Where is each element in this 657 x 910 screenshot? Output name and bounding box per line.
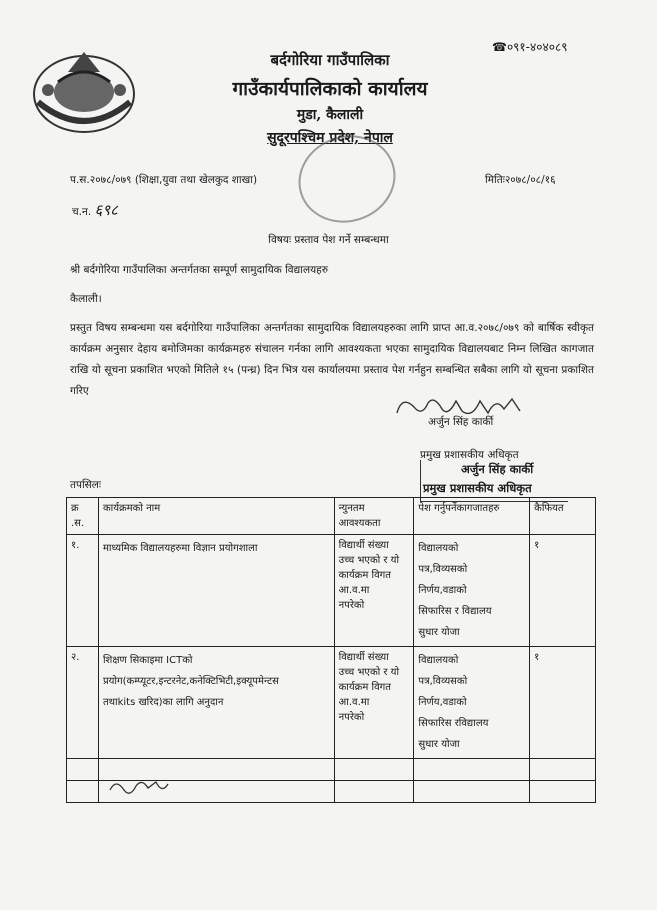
req-line: विद्यार्थी संख्या [338, 652, 389, 663]
row-remarks: १ [530, 535, 596, 647]
name-line: तथाkits खरिद)का लागि अनुदान [102, 697, 224, 708]
name-line: शिक्षण सिकाइमा ICTको [102, 655, 193, 666]
dispatch-label: च.न. [72, 206, 92, 218]
signatory-title: प्रमुख प्रशासकीय अधिकृत [420, 449, 519, 461]
req-line: नपरेको [338, 600, 365, 611]
letter-subject: विषयः प्रस्ताव पेश गर्ने सम्बन्धमा [268, 234, 389, 246]
row-program-name [98, 647, 334, 759]
phone-number: ☎०९१-४०४०८९ [492, 40, 568, 54]
header-serial: क्र .स. [67, 498, 99, 535]
row-serial: २. [67, 647, 99, 759]
office-name: गाउँकार्यपालिकाको कार्यालय [232, 78, 428, 100]
row-documents [414, 535, 530, 647]
doc-line: सुधार योजा [418, 739, 460, 750]
req-line: कार्यक्रम विगत [338, 682, 391, 693]
municipality-name: बर्दगोरिया गाउँपालिका [270, 51, 390, 69]
dispatch-number-value: ६९८ [94, 201, 118, 219]
letter-addressee: श्री बर्दगोरिया गाउँपालिका अन्तर्गतका सम्पूर्ण सामुदायिक विद्यालयहरु [70, 264, 329, 276]
row-min-requirement [334, 647, 414, 759]
signatory-name: अर्जुन सिंह कार्की [428, 416, 494, 428]
stamp-officer-title: प्रमुख प्रशासकीय अधिकृत [423, 481, 532, 495]
program-table [66, 497, 596, 803]
req-line: उच्च भएको र यो [338, 667, 400, 678]
doc-line: सिफारिस रविद्यालय [418, 718, 489, 729]
letter-date: मितिः२०७८/०८/१६ [485, 174, 556, 186]
table-row [67, 647, 596, 759]
table-header-row [67, 498, 596, 535]
row-serial: १. [67, 535, 99, 647]
req-line: आ.व.मा [338, 585, 370, 596]
req-line: नपरेको [338, 712, 365, 723]
table-row [67, 535, 596, 647]
officer-name-stamp [420, 460, 568, 502]
header-min-requirement: न्युनतम आवश्यकता [334, 498, 414, 535]
initials-scribble-icon [106, 772, 172, 802]
row-remarks: १ [530, 647, 596, 759]
government-emblem-icon [28, 42, 140, 138]
req-line: उच्च भएको र यो [338, 555, 400, 566]
province-name: सुदूरपश्चिम प्रदेश, नेपाल [267, 130, 393, 146]
req-line: विद्यार्थी संख्या [338, 540, 389, 551]
dispatch-number [72, 200, 118, 220]
row-min-requirement [334, 535, 414, 647]
doc-line: निर्णय,वडाको [418, 585, 467, 596]
header-documents: पेश गर्नुपर्नेकागजातहरु [414, 498, 530, 535]
doc-line: पत्र,विव्यसको [418, 676, 468, 687]
doc-line: पत्र,विव्यसको [418, 564, 468, 575]
doc-line: सिफारिस र विद्यालय [418, 606, 492, 617]
header-program-name: कार्यक्रमको नाम [98, 498, 334, 535]
office-location: मुडा, कैलाली [296, 107, 364, 123]
header-remarks: कैफियत [530, 498, 596, 535]
details-label: तपसिलः [70, 479, 102, 491]
letter-place: कैलाली। [70, 293, 102, 305]
doc-line: सुधार योजा [418, 627, 460, 638]
letter-body: प्रस्तुत विषय सम्बन्धमा यस बर्दगोरिया गाउँपालिका अन्तर्गतका सामुदायिक विद्यालयहरुका लागि प्राप्त आ.व.२०७८/०७९ को बार्षिक स्वीकृत कार्यक्रम अनुसार देहाय बमोजिमका कार्यक्रमहरु संचालन गर्नका लागि आवश्यकता भएका सामुदायिक विद्यालयबाट निम्न लिखित कागजात राखि यो सूचना प्रकाशित भएको मितिले १५ (पन्ध्र) दिन भित्र यस कार्यालयमा प्रस्ताव पेश गर्नहुन सम्बन्धित सबैका लागि यो सूचना प्रकाशित गरिए [70, 322, 594, 397]
row-documents [414, 647, 530, 759]
req-line: कार्यक्रम विगत [338, 570, 391, 581]
req-line: आ.व.मा [338, 697, 370, 708]
reference-number: प.स.२०७८/०७९ (शिक्षा,युवा तथा खेलकुद शाखा) [70, 174, 258, 186]
doc-line: विद्यालयको [418, 655, 459, 666]
stamp-officer-name: अर्जुन सिंह कार्की [461, 462, 534, 476]
doc-line: विद्यालयको [418, 543, 459, 554]
row-program-name [98, 535, 334, 647]
name-line: प्रयोग(कम्प्यूटर,इन्टरनेट,कनेक्टिभिटी,इक्यूपमेन्टस [102, 676, 279, 687]
doc-line: निर्णय,वडाको [418, 697, 467, 708]
name-line: माध्यमिक विद्यालयहरुमा विज्ञान प्रयोगशाला [102, 543, 258, 554]
